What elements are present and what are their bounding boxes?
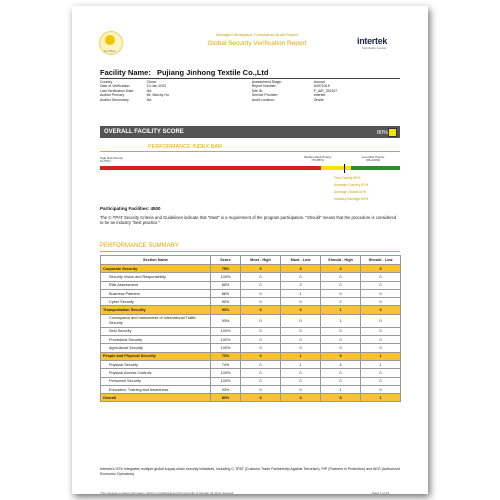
summary-value-cell: 0 (281, 369, 321, 377)
info-key: Site ID: (251, 88, 264, 93)
section-name-cell: Procedural Security (101, 336, 211, 344)
summary-subsection-row (101, 327, 401, 335)
summary-value-cell: 100% (211, 369, 241, 377)
summary-value-cell: 80% (211, 394, 241, 402)
summary-value-cell: 0 (241, 281, 281, 289)
summary-subsection-row (101, 377, 401, 385)
facility-info-table (100, 80, 400, 102)
summary-value-cell: 0 (361, 327, 401, 335)
summary-subsection-row (101, 385, 401, 393)
page-number: Page 1 of 24 (372, 491, 390, 494)
performance-summary-title: PERFORMANCE SUMMARY (100, 243, 179, 249)
summary-value-cell: 1 (281, 289, 321, 297)
summary-value-cell: 0 (241, 336, 281, 344)
summary-value-cell: 0 (241, 327, 281, 335)
average-industry: Industry Average 83% (334, 197, 369, 201)
summary-value-cell: 0 (281, 385, 321, 393)
summary-value-cell: 0 (361, 385, 401, 393)
summary-value-cell: 0 (361, 314, 401, 327)
summary-value-cell: 4 (321, 360, 361, 368)
summary-value-cell: 1 (321, 314, 361, 327)
summary-value-cell: 93% (211, 385, 241, 393)
summary-section-row (101, 394, 401, 402)
summary-subsection-row (101, 314, 401, 327)
summary-section-row (101, 306, 401, 314)
summary-value-cell: 74% (211, 360, 241, 368)
summary-value-cell: 73% (211, 352, 241, 360)
summary-value-cell: 100% (211, 336, 241, 344)
summary-subsection-row (101, 298, 401, 306)
summary-subsection-row (101, 281, 401, 289)
report-subtitle: Managed Workplace Compliance Audit Report (216, 32, 298, 37)
summary-value-cell: 0 (281, 306, 321, 314)
section-name-cell: Business Partners (101, 289, 211, 297)
summary-subsection-row (101, 344, 401, 352)
info-key: Auditor Secondary (100, 97, 129, 102)
summary-column-header: Should - High (321, 256, 361, 265)
info-value: NA (146, 97, 152, 102)
summary-value-cell: 0 (281, 314, 321, 327)
summary-value-cell: 100% (211, 344, 241, 352)
info-value: Annual (313, 80, 325, 85)
section-name-cell: Personnel Security (101, 377, 211, 385)
gsv-footnote: Intertek's GSV integrates multiple global supply-chain security initiatives, including C-TPAT (Customs Trade Partnership Against Terrorism), PIP (Partners in Protection) and AEO (Authorized Economic Operators). (100, 467, 400, 476)
summary-value-cell: 1 (361, 360, 401, 368)
performance-summary-rule (100, 251, 400, 252)
section-name-cell: People and Physical Security (101, 352, 211, 360)
summary-value-cell: 0 (321, 369, 361, 377)
summary-value-cell: 0 (281, 273, 321, 281)
summary-value-cell: 0 (321, 377, 361, 385)
summary-subsection-row (101, 289, 401, 297)
info-key: Audit Location: (251, 97, 275, 102)
section-name-cell: Cyber Security (101, 298, 211, 306)
intertek-tagline: Total Quality. Assured. (362, 47, 387, 50)
summary-value-cell: 100% (211, 377, 241, 385)
summary-value-cell: 0 (321, 327, 361, 335)
info-key: Service Provider: (251, 93, 279, 98)
section-name-cell: Corporate Security (101, 265, 211, 273)
summary-value-cell: 1 (321, 306, 361, 314)
summary-value-cell: 1 (281, 360, 321, 368)
summary-value-cell: 0 (321, 336, 361, 344)
summary-value-cell: 0 (321, 273, 361, 281)
summary-value-cell: 5 (321, 352, 361, 360)
info-row (100, 98, 400, 102)
summary-value-cell: 100% (211, 327, 241, 335)
summary-column-header: Must - Low (281, 256, 321, 265)
summary-value-cell: 0 (241, 377, 281, 385)
summary-value-cell: 0 (361, 344, 401, 352)
summary-value-cell: 93% (211, 314, 241, 327)
section-name-cell: Risk Assessment (101, 281, 211, 289)
average-global: Average Global 81% (334, 190, 367, 194)
summary-value-cell: 0 (241, 344, 281, 352)
summary-value-cell: 1 (321, 385, 361, 393)
participating-facilities: Participating Facilities: 4500 (100, 206, 161, 211)
info-value: A4970315 (313, 84, 330, 89)
section-name-cell: Transportation Security (101, 306, 211, 314)
info-value: Intertek (313, 93, 326, 98)
summary-value-cell: 88% (211, 289, 241, 297)
ctpat-note: The C-TPAT Security Criteria and Guidelines indicate that "Must" is a requirement of the program participation. "Should" means that the procedure is considered to be an industry "best practice." (100, 215, 397, 225)
section-name-cell: Agricultural Security (101, 344, 211, 352)
info-value: China (146, 80, 156, 85)
high-risk-segment (100, 166, 321, 170)
summary-value-cell: 1 (281, 352, 321, 360)
report-title: Global Security Verification Report (207, 40, 307, 47)
summary-value-cell: 0 (241, 306, 281, 314)
section-name-cell: Education, Training and Awareness (101, 385, 211, 393)
summary-value-cell: 1 (361, 394, 401, 402)
summary-value-cell: 90% (211, 298, 241, 306)
performance-index-title: PERFORMANCE INDEX BAR (148, 144, 222, 150)
info-value: F_IAR_332167 (313, 88, 338, 93)
summary-value-cell: 0 (241, 394, 281, 402)
summary-value-cell: 0 (361, 273, 401, 281)
summary-column-header: Section Name (101, 256, 211, 265)
section-name-cell: Overall (101, 394, 211, 402)
summary-value-cell: 0 (361, 369, 401, 377)
info-value: Onsite (313, 97, 324, 102)
facility-score-marker (344, 164, 345, 173)
overall-score-value: 80% (377, 130, 389, 136)
summary-value-cell: 0 (281, 344, 321, 352)
report-page (72, 6, 428, 494)
section-name-cell: Security Vision and Responsibility (101, 273, 211, 281)
performance-summary-table (100, 255, 401, 402)
summary-value-cell: 0 (361, 298, 401, 306)
info-key: Last Verification Date: (100, 88, 135, 93)
summary-value-cell: 8 (321, 394, 361, 402)
summary-value-cell: 0 (281, 377, 321, 385)
average-this-facility: This Facility 80% (334, 176, 361, 180)
summary-value-cell: 2 (321, 265, 361, 273)
summary-value-cell: 0 (361, 281, 401, 289)
average-country: Average Country 81% (334, 183, 369, 187)
summary-subsection-row (101, 360, 401, 368)
summary-section-row (101, 265, 401, 273)
summary-value-cell: 2 (281, 281, 321, 289)
summary-value-cell: 100% (211, 273, 241, 281)
summary-subsection-row (101, 273, 401, 281)
summary-value-cell: 0 (281, 298, 321, 306)
section-name-cell: Physical Security (101, 360, 211, 368)
facility-name: Pujiang Jinhong Textile Co.,Ltd (156, 68, 269, 77)
summary-value-cell: 0 (321, 344, 361, 352)
summary-value-cell: 75% (211, 265, 241, 273)
summary-value-cell: 4 (281, 394, 321, 402)
info-key: Auditor Primary (100, 93, 125, 98)
info-value: NA (146, 88, 152, 93)
summary-subsection-row (101, 369, 401, 377)
summary-value-cell: 0 (281, 336, 321, 344)
gsv-logo-mark-icon (105, 35, 115, 45)
medium-risk-segment (321, 166, 351, 170)
summary-value-cell: 0 (321, 289, 361, 297)
summary-value-cell: 0 (361, 265, 401, 273)
summary-value-cell: 85% (211, 281, 241, 289)
section-name-cell: Seal Security (101, 327, 211, 335)
info-key: Country (100, 80, 113, 85)
summary-value-cell: 0 (241, 289, 281, 297)
section-name-cell: Physical Access Controls (101, 369, 211, 377)
info-value: 10-Jan-2022 (146, 84, 167, 89)
info-value: Mr. Murray Hu (146, 93, 169, 98)
summary-value-cell: 0 (361, 377, 401, 385)
summary-value-cell: 0 (241, 314, 281, 327)
high-risk-label: High Risk Priority (0-75%) (100, 156, 124, 164)
overall-score-label: OVERALL FACILITY SCORE (104, 129, 184, 135)
summary-column-header: Should - Low (361, 256, 401, 265)
summary-value-cell: 3 (281, 265, 321, 273)
overall-score-indicator (388, 128, 397, 137)
low-risk-segment (351, 166, 400, 170)
summary-value-cell: 0 (281, 327, 321, 335)
summary-value-cell: 0 (241, 369, 281, 377)
summary-value-cell: 0 (361, 306, 401, 314)
facility-label: Facility Name: (100, 68, 151, 77)
summary-value-cell: 2 (321, 298, 361, 306)
summary-subsection-row (101, 336, 401, 344)
summary-value-cell: 0 (241, 352, 281, 360)
summary-value-cell: 0 (241, 265, 281, 273)
info-key: Assessment Stage: (251, 80, 282, 85)
summary-value-cell: 0 (361, 336, 401, 344)
summary-value-cell: 1 (361, 352, 401, 360)
info-key: Date of Verification: (100, 84, 131, 89)
summary-value-cell: 0 (241, 298, 281, 306)
summary-value-cell: 0 (321, 281, 361, 289)
gsv-logo-text: GLOBAL (103, 49, 116, 53)
intertek-logo: intertek (357, 36, 388, 46)
summary-column-header: Score (211, 256, 241, 265)
medium-risk-label: Medium Risk Priority (76-85%) (304, 155, 332, 163)
summary-section-row (101, 352, 401, 360)
summary-column-header: Must - High (241, 256, 281, 265)
summary-value-cell: 0 (241, 273, 281, 281)
summary-value-cell: 93% (211, 306, 241, 314)
summary-value-cell: 0 (241, 360, 281, 368)
info-key: Report Number: (251, 84, 277, 89)
summary-header-row (101, 256, 401, 265)
summary-value-cell: 0 (361, 289, 401, 297)
summary-value-cell: 0 (241, 385, 281, 393)
performance-index-rule (100, 151, 400, 152)
low-risk-label: Low Risk Priority (86-100%) (362, 155, 385, 163)
confidential-footer: This message contains information, which is confidential and the copyright of Intertek. All rights reserved. (100, 491, 234, 494)
facility-heading (100, 68, 268, 77)
section-name-cell: Conveyance and Instruments of International Traffic Security (101, 314, 211, 327)
facility-divider (100, 78, 400, 79)
